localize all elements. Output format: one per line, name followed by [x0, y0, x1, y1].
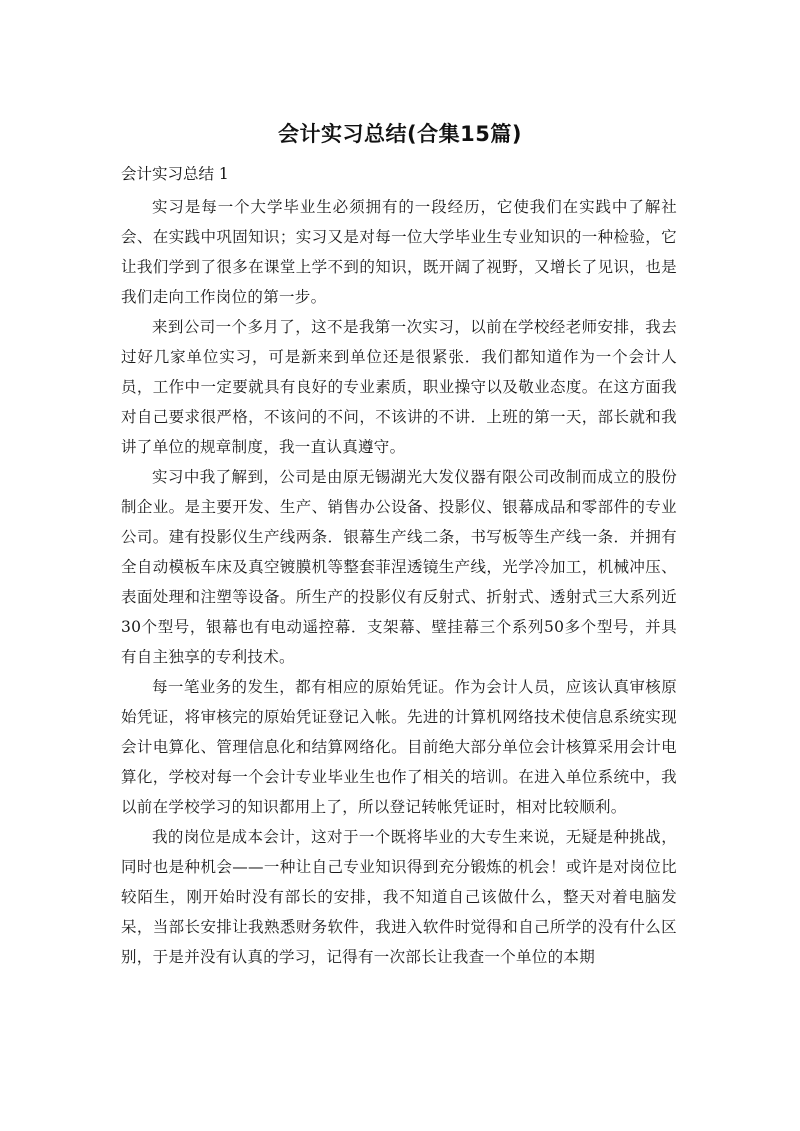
paragraph: 每一笔业务的发生，都有相应的原始凭证。作为会计人员，应该认真审核原始凭证，将审核完的原始凭证登记入帐。先进的计算机网络技术使信息系统实现会计电算化、管理信息化和结算网络化。目前绝大部分单位会计核算采用会计电算化，学校对每一个会计专业毕业生也作了相关的培训。在进入单位系统中，我以前在学校学习的知识都用上了，所以登记转帐凭证时，相对比较顺利。	[121, 678, 677, 816]
section-heading: 会计实习总结 1	[121, 165, 229, 183]
paragraph: 来到公司一个多月了，这不是我第一次实习，以前在学校经老师安排，我去过好几家单位实习，可是新来到单位还是很紧张．我们都知道作为一个会计人员，工作中一定要就具有良好的专业素质，职业操守以及敬业态度。在这方面我对自己要求很严格，不该问的不问，不该讲的不讲．上班的第一天，部长就和我讲了单位的规章制度，我一直认真遵守。	[121, 318, 677, 456]
paragraph: 实习是每一个大学毕业生必须拥有的一段经历，它使我们在实践中了解社会、在实践中巩固知识；实习又是对每一位大学毕业生专业知识的一种检验，它让我们学到了很多在课堂上学不到的知识，既开阔了视野，又增长了见识，也是我们走向工作岗位的第一步。	[121, 198, 677, 306]
paragraph: 我的岗位是成本会计，这对于一个既将毕业的大专生来说，无疑是种挑战，同时也是种机会——一种让自己专业知识得到充分锻炼的机会！或许是对岗位比较陌生，刚开始时没有部长的安排，我不知道自己该做什么，整天对着电脑发呆，当部长安排让我熟悉财务软件，我进入软件时觉得和自己所学的没有什么区别，于是并没有认真的学习，记得有一次部长让我查一个单位的本期	[121, 828, 677, 966]
document-body	[121, 192, 677, 972]
paragraph: 实习中我了解到，公司是由原无锡湖光大发仪器有限公司改制而成立的股份制企业。是主要开发、生产、销售办公设备、投影仪、银幕成品和零部件的专业公司。建有投影仪生产线两条．银幕生产线二条，书写板等生产线一条．并拥有全自动模板车床及真空镀膜机等整套菲涅透镜生产线，光学冷加工，机械冲压、表面处理和注塑等设备。所生产的投影仪有反射式、折射式、透射式三大系列近30个型号，银幕也有电动遥控幕．支架幕、壁挂幕三个系列50多个型号，并具有自主独享的专利技术。	[121, 468, 677, 666]
document-title: 会计实习总结(合集15篇)	[278, 122, 522, 146]
